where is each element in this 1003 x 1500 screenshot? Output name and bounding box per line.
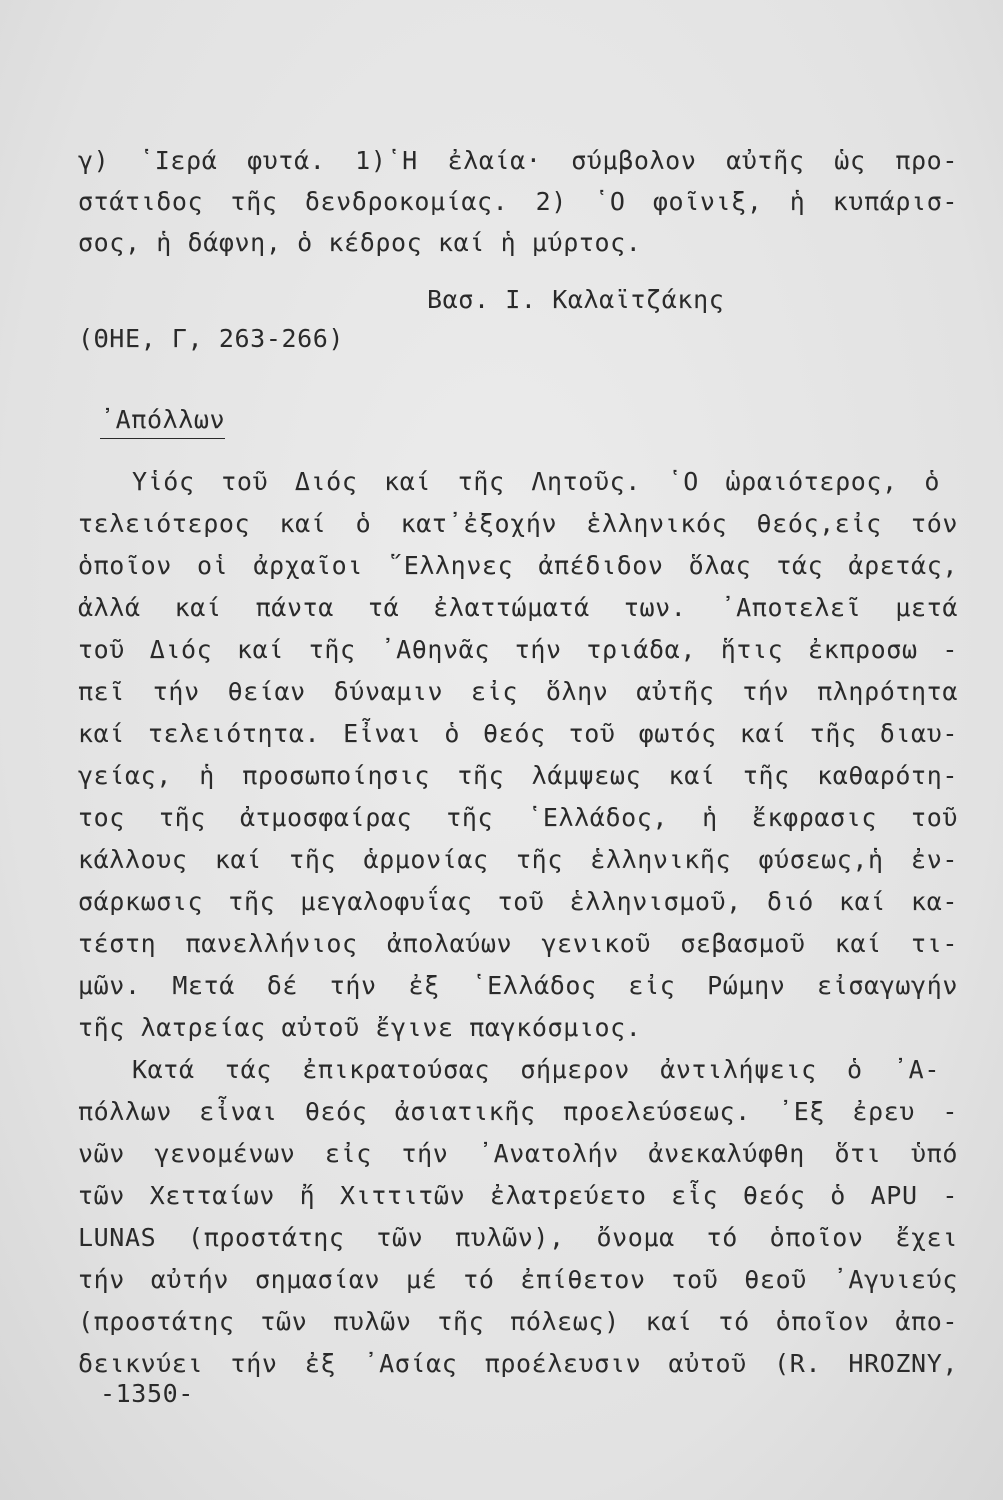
text-line: τέστη πανελλήνιος ἀπολαύων γενικοῦ σεβασμοῦ καί τι- [78, 929, 958, 958]
page-number: -1350- [100, 1379, 194, 1408]
text-line: σάρκωσις τῆς μεγαλοφυΐας τοῦ ἑλληνισμοῦ, διό καί κα- [78, 887, 958, 916]
text-line: τῆς λατρείας αὐτοῦ ἔγινε παγκόσμιος. [78, 1013, 642, 1042]
section-heading: ᾿Απόλλων [100, 404, 225, 439]
text-line: γ) ῾Ιερά φυτά. 1)῾Η ἐλαία· σύμβολον αὐτῆς ὡς προ- [78, 146, 958, 175]
text-line: τελειότερος καί ὁ κατ᾿ἐξοχήν ἑλληνικός θεός,εἰς τόν [78, 509, 958, 538]
text-line: κάλλους καί τῆς ἁρμονίας τῆς ἑλληνικῆς φύσεως,ἡ ἐν- [78, 845, 958, 874]
text-line: στάτιδος τῆς δενδροκομίας. 2) ῾Ο φοῖνιξ, ἡ κυπάρισ- [78, 187, 958, 216]
author-signature: Βασ. Ι. Καλαϊτζάκης [427, 285, 725, 314]
text-line: ἀλλά καί πάντα τά ἐλαττώματά των. ᾿Αποτελεῖ μετά [78, 593, 958, 622]
text-line: καί τελειότητα. Εἶναι ὁ θεός τοῦ φωτός καί τῆς διαυ- [78, 719, 958, 748]
text-line: πεῖ τήν θείαν δύναμιν εἰς ὅλην αὐτῆς τήν πληρότητα [78, 677, 958, 706]
text-line: Υἱός τοῦ Διός καί τῆς Λητοῦς. ῾Ο ὡραιότερος, ὁ [132, 467, 940, 496]
text-line: πόλλων εἶναι θεός ἀσιατικῆς προελεύσεως. ᾿Εξ ἐρευ - [78, 1097, 958, 1126]
text-line: LUNAS (προστάτης τῶν πυλῶν), ὄνομα τό ὁποῖον ἔχει [78, 1223, 958, 1252]
text-line: νῶν γενομένων εἰς τήν ᾿Ανατολήν ἀνεκαλύφθη ὅτι ὑπό [78, 1139, 958, 1168]
text-line: ὁποῖον οἱ ἀρχαῖοι ῞Ελληνες ἀπέδιδον ὅλας τάς ἀρετάς, [78, 551, 958, 580]
reference-citation: (ΘΗΕ, Γ, 263-266) [78, 324, 345, 353]
text-line: σος, ἡ δάφνη, ὁ κέδρος καί ἡ μύρτος. [78, 228, 642, 257]
text-line: τοῦ Διός καί τῆς ᾿Αθηνᾶς τήν τριάδα, ἥτις ἐκπροσω - [78, 635, 958, 664]
text-line: (προστάτης τῶν πυλῶν τῆς πόλεως) καί τό ὁποῖον ἀπο- [78, 1307, 958, 1336]
text-line: μῶν. Μετά δέ τήν ἐξ ῾Ελλάδος εἰς Ρώμην εἰσαγωγήν [78, 971, 958, 1000]
text-line: τῶν Χετταίων ἤ Χιττιτῶν ἐλατρεύετο εἷς θεός ὁ APU - [78, 1181, 958, 1210]
text-line: τήν αὐτήν σημασίαν μέ τό ἐπίθετον τοῦ θεοῦ ᾿Αγυιεύς [78, 1265, 958, 1294]
text-line: γείας, ἡ προσωποίησις τῆς λάμψεως καί τῆς καθαρότη- [78, 761, 958, 790]
text-line: τος τῆς ἀτμοσφαίρας τῆς ῾Ελλάδος, ἡ ἔκφρασις τοῦ [78, 803, 958, 832]
text-line: Κατά τάς ἐπικρατούσας σήμερον ἀντιλήψεις ὁ ᾿Α- [132, 1055, 940, 1084]
text-line: δεικνύει τήν ἐξ ᾿Ασίας προέλευσιν αὐτοῦ (R. HROZNY, [78, 1349, 958, 1378]
